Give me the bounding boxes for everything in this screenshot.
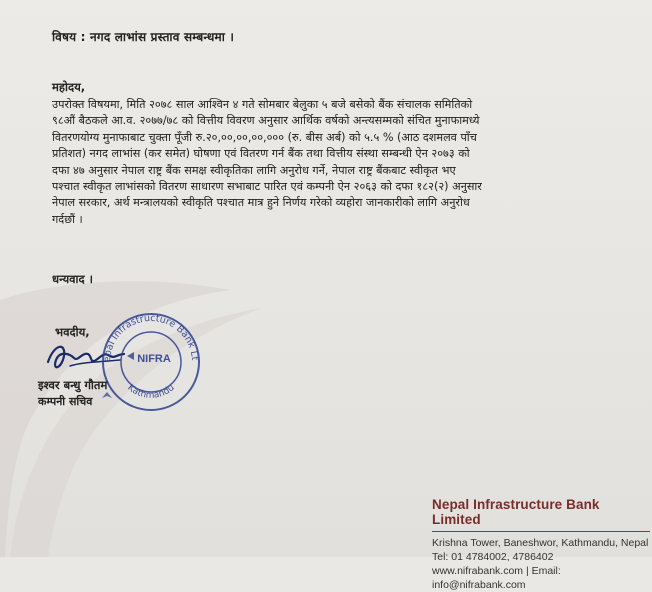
body-line: प्रतिशत) नगद लाभांस (कर समेत) घोषणा एवं वितरण गर्न बैंक तथा वित्तीय संस्था सम्बन्धी ऐन २०७३ को: [52, 147, 470, 161]
svg-text:Kathmandu: [125, 383, 176, 401]
footer-web-email: www.nifrabank.com | Email: info@nifrabank.com: [432, 565, 561, 591]
body-line: नेपाल सरकार, अर्थ मन्त्रालयको स्वीकृति पश्चात मात्र हुने निर्णय गरेको व्यहोरा जानकारीको लागि अनुरोध: [52, 196, 470, 210]
footer-divider: [432, 531, 650, 532]
body-line: दफा ४७ अनुसार नेपाल राष्ट्र बैंक समक्ष स्वीकृतिका लागि अनुरोध गर्ने, नेपाल राष्ट्र बैंकबाट स्वीकृत भए: [52, 163, 456, 177]
body-line: ९८औं बैठकले आ.व. २०७७/७८ को वित्तीय विवरण अनुसार आर्थिक वर्षको अन्त्यसम्मको संचित मुनाफामध्ये: [52, 114, 480, 128]
letterhead-footer: [432, 497, 652, 592]
body-line: गर्दछौं ।: [52, 212, 83, 226]
body-line: पश्चात स्वीकृत लाभांसको वितरण साधारण सभाबाट पारित एवं कम्पनी ऐन २०६३ को दफा १८२(२) अनुसार: [52, 180, 482, 194]
body-line: वितरणयोग्य मुनाफाबाट चुक्ता पूँजी रु.२०,००,००,००,००० (रु. बीस अर्ब) को ५.५ % (आठ दशमलव पाँच: [52, 130, 477, 144]
company-seal-stamp: [96, 308, 206, 416]
footer-company-name: Nepal Infrastructure Bank Limited: [432, 497, 600, 527]
letter-salutation: महोदय,: [52, 80, 86, 94]
letter-yours-faithfully: भवदीय,: [55, 325, 90, 339]
stamp-ring-text: epal Infrastructure Bank Lt: [101, 312, 200, 363]
letter-body: [52, 97, 600, 228]
body-line: उपरोक्त विषयमा, मिति २०७८ साल आश्विन ४ गते सोमबार बेलुका ५ बजे बसेको बैंक संचालक समितिको: [52, 98, 473, 111]
footer-address: Krishna Tower, Baneshwor, Kathmandu, Nepal: [432, 537, 649, 549]
letter-closing: धन्यवाद ।: [52, 272, 93, 286]
stamp-center-text: NIFRA: [137, 353, 171, 365]
letter-subject: विषय : नगद लाभांस प्रस्ताव सम्बन्धमा ।: [52, 30, 235, 44]
signer-title: कम्पनी सचिव: [38, 395, 93, 408]
signer-name: इश्वर बन्धु गौतम: [38, 378, 108, 392]
stamp-bottom-text: Kathmandu: [125, 382, 177, 401]
footer-telephone: Tel: 01 4784002, 4786402: [432, 551, 554, 563]
